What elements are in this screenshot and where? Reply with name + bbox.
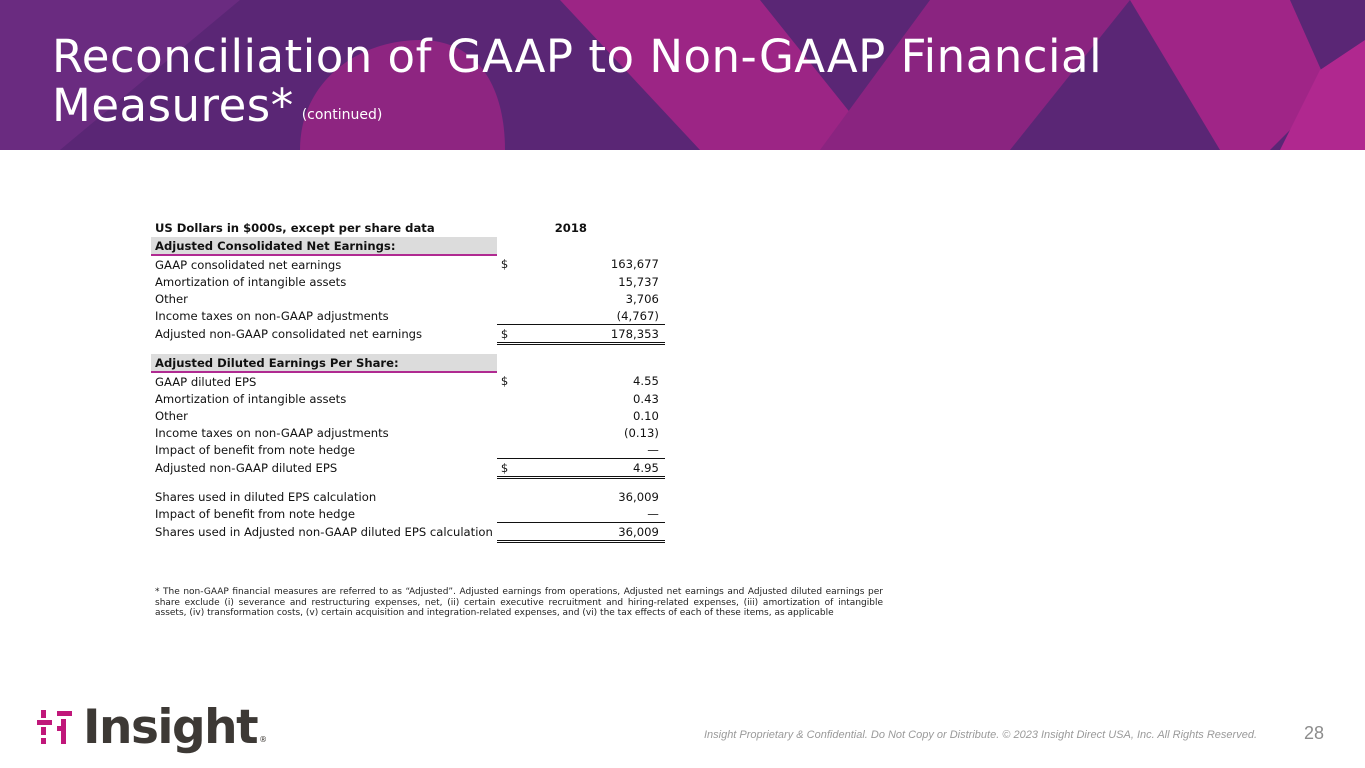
- insight-logo: [37, 699, 268, 755]
- table-total-row: Adjusted non-GAAP consolidated net earnings $ 178,353: [151, 325, 665, 344]
- table-row: Amortization of intangible assets 0.43: [155, 391, 659, 406]
- page-title: [52, 32, 1102, 140]
- table-header-row: [151, 219, 665, 237]
- section-header: [151, 354, 665, 372]
- section-title: Adjusted Consolidated Net Earnings:: [151, 237, 497, 255]
- table-row: Other 0.10: [155, 408, 659, 423]
- table-row: Amortization of intangible assets 15,737: [155, 274, 659, 289]
- table-row: GAAP consolidated net earnings $ 163,677: [155, 257, 659, 272]
- confidential-notice: Insight Proprietary & Confidential. Do Not Copy or Distribute. © 2023 Insight Direct USA, Inc. All Rights Reserved.: [703, 729, 1257, 741]
- header-banner: [0, 0, 1365, 150]
- section-header: [151, 237, 665, 255]
- table-row: Impact of benefit from note hedge —: [155, 442, 659, 457]
- table-row: Income taxes on non-GAAP adjustments (4,767): [155, 308, 659, 323]
- reconciliation-table: [151, 219, 665, 543]
- table-row: Shares used in diluted EPS calculation 36,009: [155, 489, 659, 504]
- section-title: Adjusted Diluted Earnings Per Share:: [151, 354, 497, 372]
- table-row: GAAP diluted EPS $ 4.55: [155, 374, 659, 389]
- header-label: US Dollars in $000s, except per share data: [155, 221, 435, 235]
- table-row: Income taxes on non-GAAP adjustments (0.13): [155, 425, 659, 440]
- title-suffix: (continued): [301, 107, 383, 123]
- logo-wordmark: Insight: [83, 699, 258, 755]
- table-total-row: Shares used in Adjusted non-GAAP diluted EPS calculation 36,009: [151, 523, 665, 542]
- title-line2: Measures*: [52, 79, 294, 132]
- insight-mark-icon: [37, 709, 75, 745]
- header-year: 2018: [554, 221, 587, 235]
- registered-mark: ®: [259, 735, 268, 744]
- table-row: Other 3,706: [155, 291, 659, 306]
- page-number: 28: [1304, 723, 1325, 743]
- title-line1: Reconciliation of GAAP to Non-GAAP Financial: [52, 30, 1103, 83]
- footnote: * The non-GAAP financial measures are referred to as “Adjusted”. Adjusted earnings from operations, Adjusted net earnings and Adjusted diluted earnings per share exclude (i) severance and restructuring expenses, net, (ii) certain executive recruitment and hiring-related expenses, (iii) amortization of intangible assets, (iv) transformation costs, (v) certain acquisition and integration-related expenses, and (vi) the tax effects of each of these items, as applicable: [155, 587, 883, 619]
- table-total-row: Adjusted non-GAAP diluted EPS $ 4.95: [151, 459, 665, 478]
- table-row: Impact of benefit from note hedge —: [155, 506, 659, 521]
